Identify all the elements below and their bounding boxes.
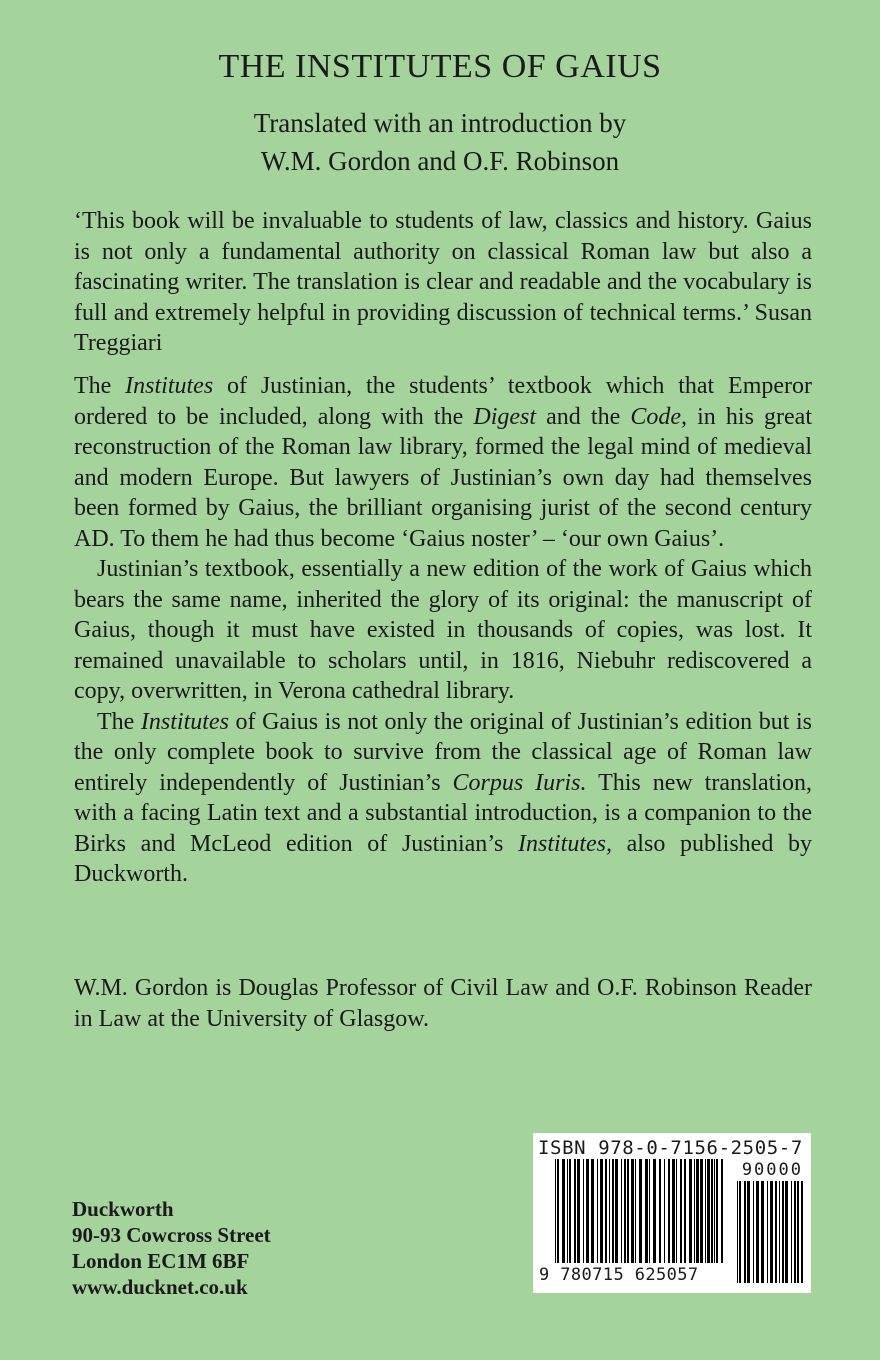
author-bio: W.M. Gordon is Douglas Professor of Civil Law and O.F. Robinson Reader in Law at the University of Glasgow.: [74, 975, 812, 1032]
barcode-bar: [557, 1159, 559, 1263]
barcode-bar: [782, 1181, 784, 1283]
barcode-bar: [721, 1159, 723, 1263]
barcode-bar: [635, 1159, 636, 1263]
barcode-bar: [794, 1181, 796, 1283]
publisher-address: [72, 1196, 271, 1300]
barcode-bar: [624, 1159, 626, 1263]
barcode-bar: [583, 1159, 584, 1263]
barcode-bar: [609, 1159, 610, 1263]
barcode-bar: [586, 1159, 589, 1263]
barcode-bar: [615, 1159, 618, 1263]
barcode-bar: [569, 1159, 571, 1263]
barcode-bar: [680, 1159, 682, 1263]
barcode-bar: [801, 1181, 803, 1283]
barcode-bar: [737, 1181, 738, 1283]
barcode-bar: [714, 1159, 715, 1263]
barcode-bar: [567, 1159, 568, 1263]
price-code: 90000: [741, 1160, 803, 1180]
publisher-website: www.ducknet.co.uk: [72, 1275, 248, 1299]
barcode-bar: [562, 1159, 565, 1263]
book-title: THE INSTITUTES OF GAIUS: [218, 48, 662, 85]
description-paragraph-2: Justinian’s textbook, essentially a new edition of the work of Gaius which bears the same name, inherited the glory of its original: the manuscript of Gaius, though it must have existed in thousands of copies, was lost. It remained unavailable to scholars until, in 1816, Niebuhr rediscovered a copy, overwritten, in Verona cathedral library.: [74, 556, 812, 704]
barcode-bar: [770, 1181, 773, 1283]
barcode-bar: [605, 1159, 607, 1263]
isbn-barcode: [533, 1133, 811, 1293]
description-paragraph-1: The Institutes of Justinian, the students’ textbook which that Emperor ordered to be included, along with the Digest and the Code, in his great reconstruction of the Roman law library, formed the legal mind of medieval and modern Europe. But lawyers of Justinian’s own day had themselves been formed by Gaius, the brilliant organising jurist of the second century AD. To them he had thus become ‘Gaius noster’ – ‘our own Gaius’.: [74, 373, 812, 552]
barcode-bar: [555, 1159, 556, 1263]
barcode-bar: [707, 1159, 710, 1263]
barcode-bar: [591, 1159, 594, 1263]
barcode-bar: [739, 1181, 741, 1283]
subtitle: [0, 104, 880, 180]
description: [74, 371, 812, 890]
barcode-bar: [696, 1159, 699, 1263]
publisher-street: 90-93 Cowcross Street: [72, 1223, 271, 1247]
review-quote: ‘This book will be invaluable to students of law, classics and history. Gaius is not only a fundamental authority on classical Roman law but also a fascinating writer. The translation is clear and readable and the vocabulary is full and extremely helpful in providing discussion of technical terms.’ Susan Treggiari: [74, 208, 812, 356]
barcode-bar: [700, 1159, 703, 1263]
barcode-bar: [785, 1181, 788, 1283]
isbn-number: ISBN 978-0-7156-2505-7: [538, 1137, 803, 1159]
barcode-bar: [775, 1181, 777, 1283]
barcode-bar: [612, 1159, 614, 1263]
barcode-bar: [672, 1159, 675, 1263]
barcode-bar: [653, 1159, 656, 1263]
barcode-bar: [711, 1159, 713, 1263]
barcode-bar: [621, 1159, 622, 1263]
subtitle-line-1: Translated with an introduction by: [253, 108, 627, 138]
barcode-bar: [791, 1181, 792, 1283]
barcode-bar: [797, 1181, 799, 1283]
description-paragraph-3: The Institutes of Gaius is not only the original of Justinian’s edition but is the only complete book to survive from the classical age of Roman law entirely independently of Justinian’s Corpus Iuris. This new translation, with a facing Latin text and a substantial introduction, is a companion to the Birks and McLeod edition of Justinian’s Institutes, also published by Duckworth.: [74, 708, 812, 887]
barcode-bar: [577, 1159, 580, 1263]
barcode-bar: [756, 1181, 759, 1283]
ean-digits: 9 780715 625057: [539, 1265, 699, 1285]
barcode-bar: [659, 1159, 661, 1263]
barcode-bar: [753, 1181, 754, 1283]
barcode-bar: [664, 1159, 665, 1263]
barcode-bar: [705, 1159, 706, 1263]
barcode-bar: [761, 1181, 764, 1283]
barcode-bar: [574, 1159, 576, 1263]
barcode-bar: [694, 1159, 695, 1263]
barcode-bar: [767, 1181, 768, 1283]
barcode-bar: [631, 1159, 634, 1263]
barcode-bar: [645, 1159, 648, 1263]
barcode-bar: [716, 1159, 718, 1263]
barcode-bar: [684, 1159, 686, 1263]
barcode-bar: [747, 1181, 750, 1283]
barcode-bar: [744, 1181, 746, 1283]
barcode-bar: [676, 1159, 677, 1263]
barcode-bar: [597, 1159, 598, 1263]
barcode-bar: [649, 1159, 650, 1263]
barcode-bar: [627, 1159, 629, 1263]
barcode-bar: [600, 1159, 603, 1263]
barcode-bar: [689, 1159, 692, 1263]
barcode-bar: [779, 1181, 780, 1283]
barcode-bar: [668, 1159, 670, 1263]
publisher-name: Duckworth: [72, 1197, 174, 1221]
barcode-bar: [639, 1159, 642, 1263]
publisher-city: London EC1M 6BF: [72, 1249, 250, 1273]
translator-names: W.M. Gordon and O.F. Robinson: [260, 146, 620, 176]
